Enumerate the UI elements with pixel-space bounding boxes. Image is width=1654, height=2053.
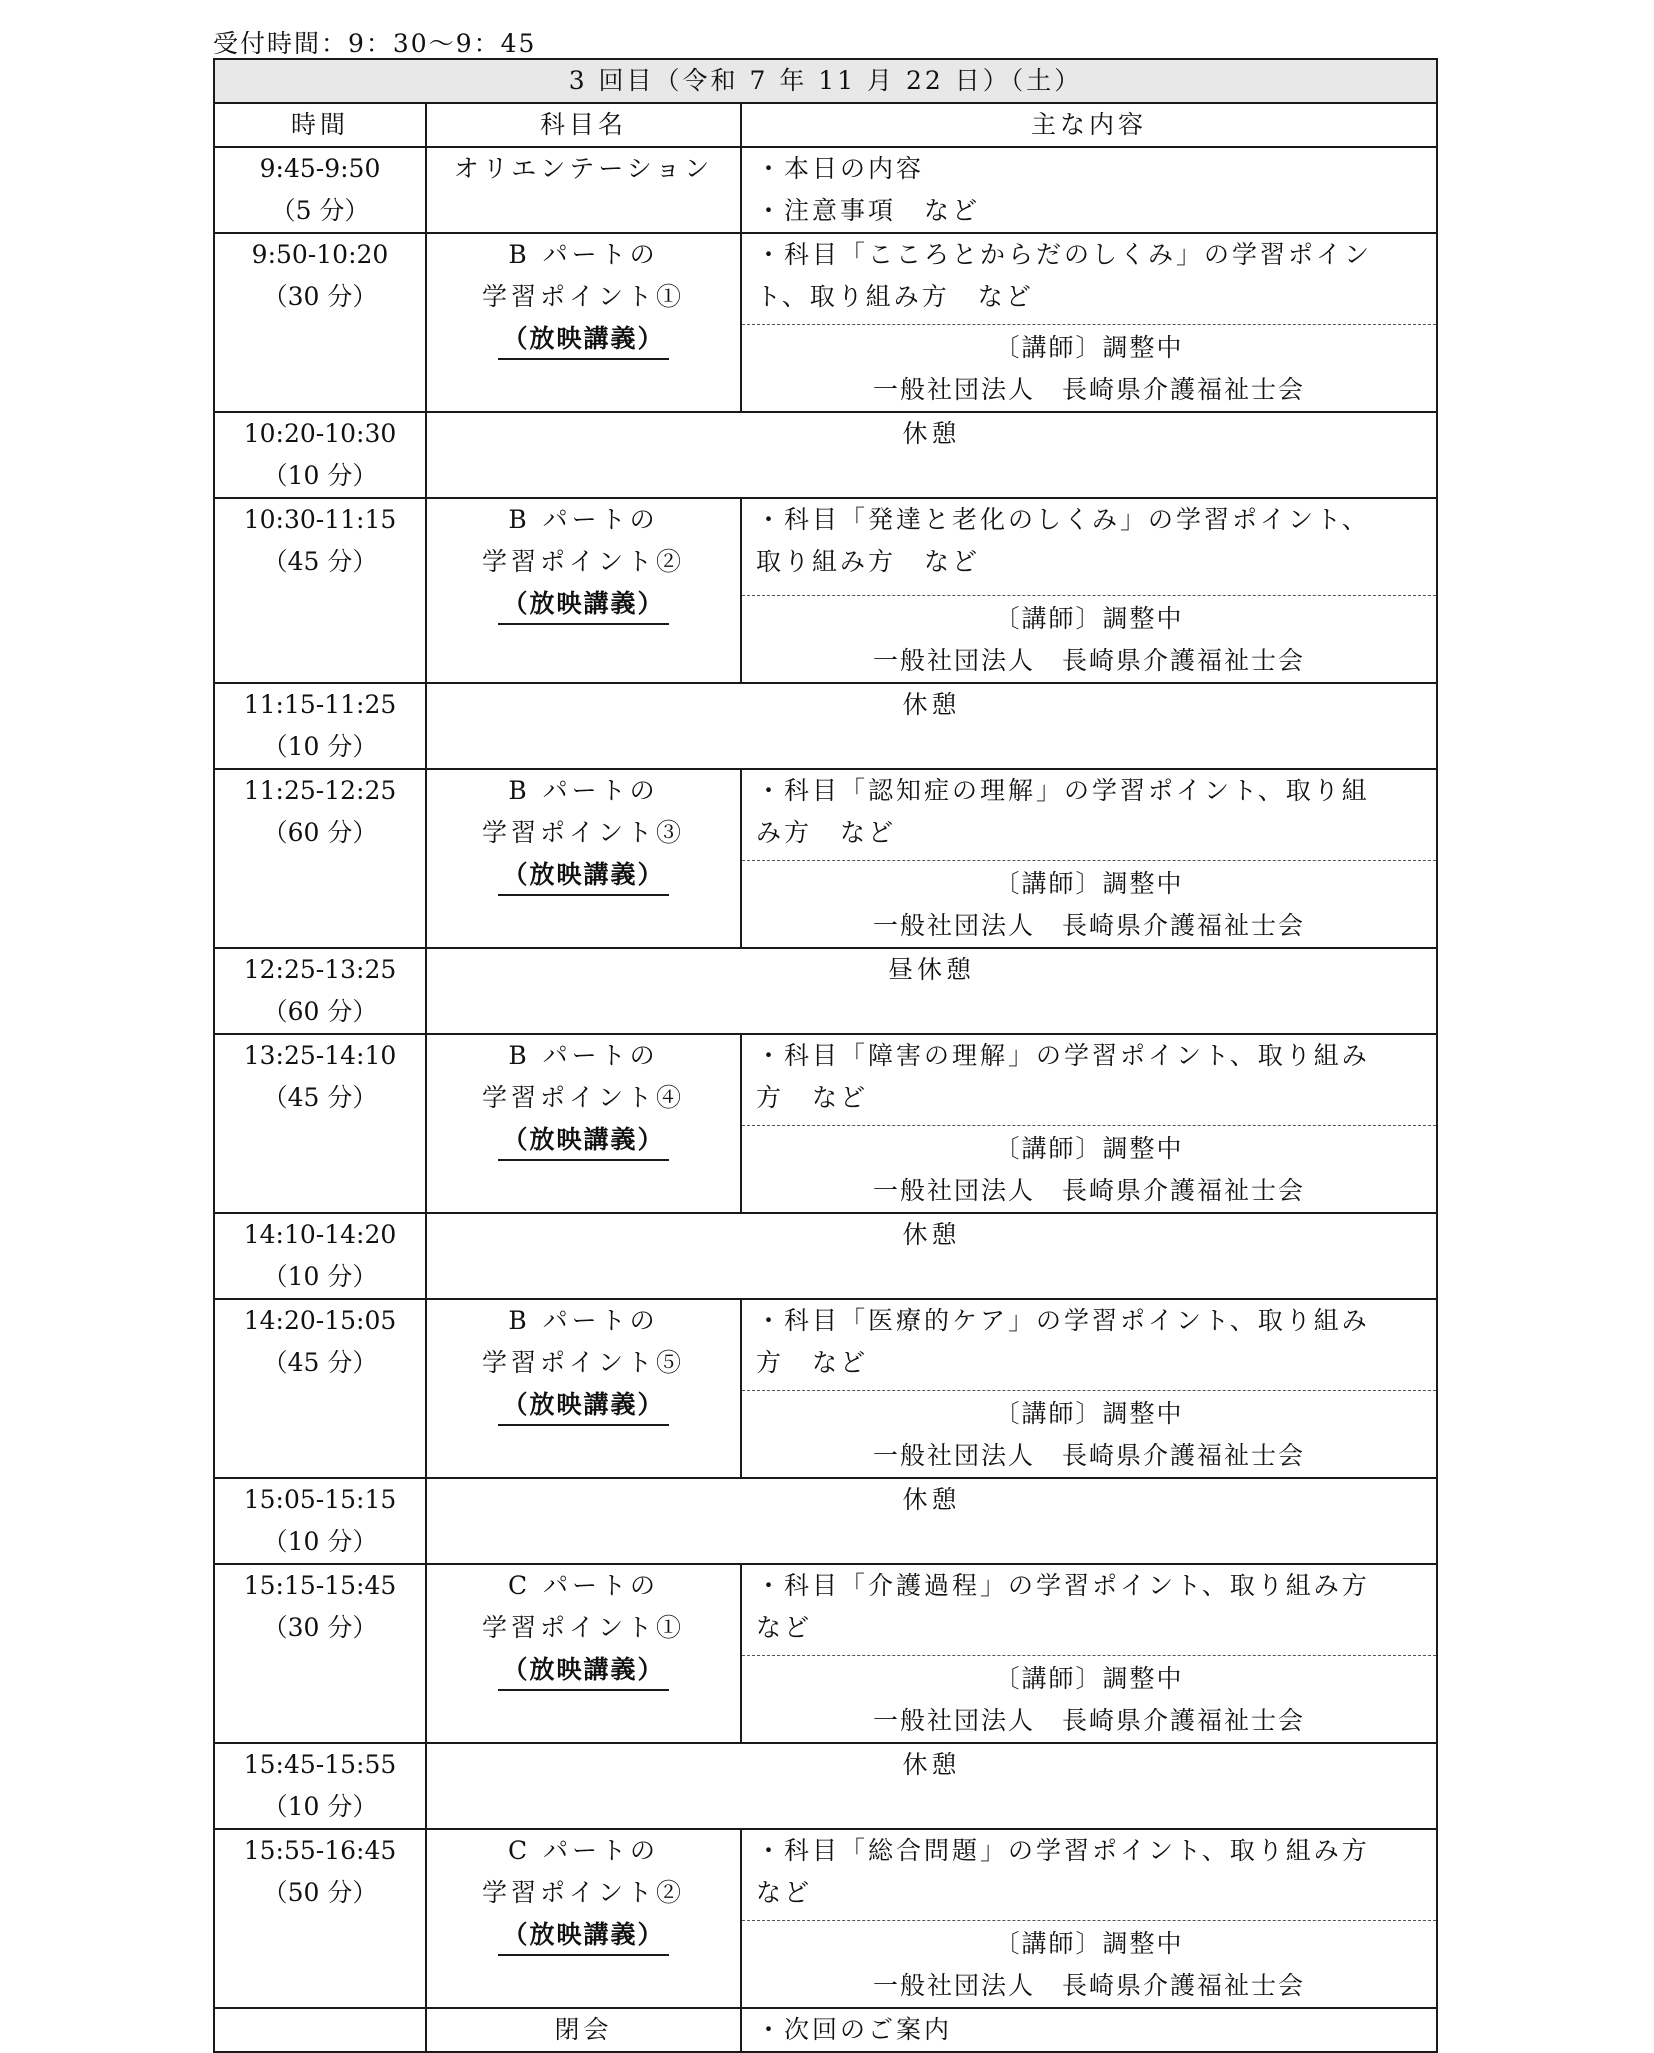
time-cell: [214, 1743, 426, 1829]
content-line: など: [756, 1878, 813, 1907]
time-cell: [214, 1299, 426, 1478]
content-line: ・科目「介護過程」の学習ポイント、取り組み方: [756, 1571, 1370, 1600]
time-cell: [214, 1829, 426, 2008]
time-cell: [214, 1564, 426, 1743]
subject-cell: [426, 147, 741, 233]
time-range: 10:30-11:15: [243, 505, 397, 534]
table-row: [214, 1829, 1437, 2008]
lecturer-info: [742, 1390, 1436, 1477]
subject-name: オリエンテーション: [453, 154, 714, 183]
subject-point: 学習ポイント④: [481, 1083, 685, 1112]
time-range: 13:25-14:10: [243, 1041, 397, 1070]
table-row: [214, 1478, 1437, 1564]
content-line: 取り組み方 など: [756, 547, 981, 576]
lecture-method: （放映講義）: [498, 1121, 668, 1161]
duration: （10 分）: [262, 461, 378, 490]
table-row: [214, 147, 1437, 233]
time-range: 14:20-15:05: [243, 1306, 397, 1335]
subject-cell: [426, 233, 741, 412]
lecturer-info: [742, 1655, 1436, 1742]
subject-point: 学習ポイント①: [481, 1613, 685, 1642]
subject-part: B パートの: [508, 240, 659, 269]
lecture-method: （放映講義）: [498, 856, 668, 896]
time-range: 9:50-10:20: [251, 240, 389, 269]
lecturer-title: 〔講師〕調整中: [994, 869, 1184, 898]
lecturer-org: 一般社団法人 長崎県介護福祉士会: [872, 1706, 1305, 1735]
subject-point: 学習ポイント②: [481, 547, 685, 576]
lecture-method: （放映講義）: [498, 1916, 668, 1956]
time-range: 14:10-14:20: [243, 1220, 397, 1249]
content-summary: [742, 1300, 1436, 1390]
subject-cell: [426, 498, 741, 683]
lecturer-info: [742, 1920, 1436, 2007]
subject-part: B パートの: [508, 505, 659, 534]
session-title: 3 回目（令和 7 年 11 月 22 日）（土）: [214, 59, 1437, 103]
subject-part: B パートの: [508, 1306, 659, 1335]
time-range: 15:45-15:55: [243, 1750, 397, 1779]
content-summary: [742, 770, 1436, 860]
duration: （5 分）: [270, 196, 370, 225]
break-label: 休憩: [426, 1478, 1437, 1564]
break-label: 休憩: [426, 412, 1437, 498]
content-line: ・科目「発達と老化のしくみ」の学習ポイント、: [756, 505, 1370, 534]
subject-point: 学習ポイント⑤: [481, 1348, 685, 1377]
break-label: 昼休憩: [426, 948, 1437, 1034]
table-row: [214, 1213, 1437, 1299]
time-range: 10:20-10:30: [243, 419, 397, 448]
header-content: 主な内容: [741, 103, 1437, 147]
content-cell: [741, 769, 1437, 948]
content-cell: [741, 1034, 1437, 1213]
subject-part: B パートの: [508, 776, 659, 805]
content-line: ・科目「こころとからだのしくみ」の学習ポイン: [756, 240, 1373, 269]
table-title-row: [214, 59, 1437, 103]
time-range: 15:55-16:45: [243, 1836, 397, 1865]
duration: （10 分）: [262, 732, 378, 761]
subject-cell: [426, 2008, 741, 2052]
subject-point: 学習ポイント②: [481, 1878, 685, 1907]
table-row: [214, 948, 1437, 1034]
lecturer-info: [742, 1125, 1436, 1212]
lecturer-title: 〔講師〕調整中: [994, 333, 1184, 362]
time-cell: [214, 2008, 426, 2052]
content-cell: [741, 233, 1437, 412]
content-line: ・科目「障害の理解」の学習ポイント、取り組み: [756, 1041, 1370, 1070]
content-line: ト、取り組み方 など: [756, 282, 1034, 311]
content-line: ・科目「認知症の理解」の学習ポイント、取り組: [756, 776, 1370, 805]
content-cell: [741, 1299, 1437, 1478]
time-cell: [214, 683, 426, 769]
content-line: ・科目「総合問題」の学習ポイント、取り組み方: [756, 1836, 1370, 1865]
content-line: 方 など: [756, 1083, 869, 1112]
schedule-table: [213, 58, 1438, 2053]
duration: （45 分）: [262, 1348, 378, 1377]
table-row: [214, 1299, 1437, 1478]
table-row: [214, 1743, 1437, 1829]
header-subject: 科目名: [426, 103, 741, 147]
subject-cell: [426, 1564, 741, 1743]
lecturer-org: 一般社団法人 長崎県介護福祉士会: [872, 911, 1305, 940]
lecture-method: （放映講義）: [498, 585, 668, 625]
lecturer-title: 〔講師〕調整中: [994, 1399, 1184, 1428]
table-row: [214, 2008, 1437, 2052]
lecture-method: （放映講義）: [498, 1651, 668, 1691]
lecturer-org: 一般社団法人 長崎県介護福祉士会: [872, 375, 1305, 404]
lecture-method: （放映講義）: [498, 1386, 668, 1426]
content-summary: [742, 499, 1436, 595]
time-cell: [214, 1034, 426, 1213]
subject-point: 学習ポイント③: [481, 818, 685, 847]
time-range: 9:45-9:50: [259, 154, 381, 183]
subject-cell: [426, 769, 741, 948]
time-cell: [214, 948, 426, 1034]
content-line: ・科目「医療的ケア」の学習ポイント、取り組み: [756, 1306, 1370, 1335]
duration: （60 分）: [262, 818, 378, 847]
content-line: ・注意事項 など: [756, 196, 981, 225]
content-line: み方 など: [756, 818, 897, 847]
subject-part: B パートの: [508, 1041, 659, 1070]
duration: （10 分）: [262, 1527, 378, 1556]
table-row: [214, 233, 1437, 412]
duration: （60 分）: [262, 997, 378, 1026]
time-cell: [214, 1213, 426, 1299]
table-row: [214, 769, 1437, 948]
content-cell: [741, 147, 1437, 233]
subject-point: 学習ポイント①: [481, 282, 685, 311]
content-cell: [741, 2008, 1437, 2052]
lecturer-org: 一般社団法人 長崎県介護福祉士会: [872, 1971, 1305, 2000]
content-line: 方 など: [756, 1348, 869, 1377]
lecturer-org: 一般社団法人 長崎県介護福祉士会: [872, 1441, 1305, 1470]
lecturer-title: 〔講師〕調整中: [994, 1134, 1184, 1163]
lecturer-info: [742, 860, 1436, 947]
table-row: [214, 498, 1437, 683]
lecture-method: （放映講義）: [498, 320, 668, 360]
duration: （30 分）: [262, 282, 378, 311]
time-range: 15:05-15:15: [243, 1485, 397, 1514]
content-cell: [741, 498, 1437, 683]
content-line: など: [756, 1613, 813, 1642]
duration: （45 分）: [262, 1083, 378, 1112]
time-cell: [214, 769, 426, 948]
content-summary: [742, 1035, 1436, 1125]
time-cell: [214, 498, 426, 683]
lecturer-org: 一般社団法人 長崎県介護福祉士会: [872, 1176, 1305, 1205]
duration: （30 分）: [262, 1613, 378, 1642]
time-cell: [214, 412, 426, 498]
lecturer-info: [742, 324, 1436, 411]
time-range: 11:25-12:25: [243, 776, 397, 805]
header-row: [214, 103, 1437, 147]
break-label: 休憩: [426, 1213, 1437, 1299]
time-range: 12:25-13:25: [243, 955, 397, 984]
lecturer-title: 〔講師〕調整中: [994, 1664, 1184, 1693]
table-row: [214, 1564, 1437, 1743]
time-cell: [214, 147, 426, 233]
subject-cell: [426, 1299, 741, 1478]
table-row: [214, 412, 1437, 498]
content-cell: [741, 1564, 1437, 1743]
time-range: 11:15-11:25: [243, 690, 397, 719]
table-row: [214, 1034, 1437, 1213]
content-line: ・本日の内容: [756, 154, 925, 183]
content-line: ・次回のご案内: [756, 2015, 953, 2044]
content-summary: [742, 234, 1436, 324]
break-label: 休憩: [426, 683, 1437, 769]
header-time: 時間: [214, 103, 426, 147]
duration: （10 分）: [262, 1262, 378, 1291]
content-cell: [741, 1829, 1437, 2008]
lecturer-org: 一般社団法人 長崎県介護福祉士会: [872, 646, 1305, 675]
lecturer-title: 〔講師〕調整中: [994, 1929, 1184, 1958]
time-cell: [214, 233, 426, 412]
lecturer-info: [742, 595, 1436, 682]
time-range: 15:15-15:45: [243, 1571, 397, 1600]
table-row: [214, 683, 1437, 769]
duration: （10 分）: [262, 1792, 378, 1821]
subject-name: 閉会: [554, 2015, 613, 2044]
subject-part: C パートの: [507, 1836, 660, 1865]
lecturer-title: 〔講師〕調整中: [994, 604, 1184, 633]
content-summary: [742, 1830, 1436, 1920]
reception-time: 受付時間：9：30～9：45: [213, 29, 537, 58]
duration: （45 分）: [262, 547, 378, 576]
subject-cell: [426, 1829, 741, 2008]
content-summary: [742, 1565, 1436, 1655]
subject-cell: [426, 1034, 741, 1213]
time-cell: [214, 1478, 426, 1564]
duration: （50 分）: [262, 1878, 378, 1907]
break-label: 休憩: [426, 1743, 1437, 1829]
subject-part: C パートの: [507, 1571, 660, 1600]
